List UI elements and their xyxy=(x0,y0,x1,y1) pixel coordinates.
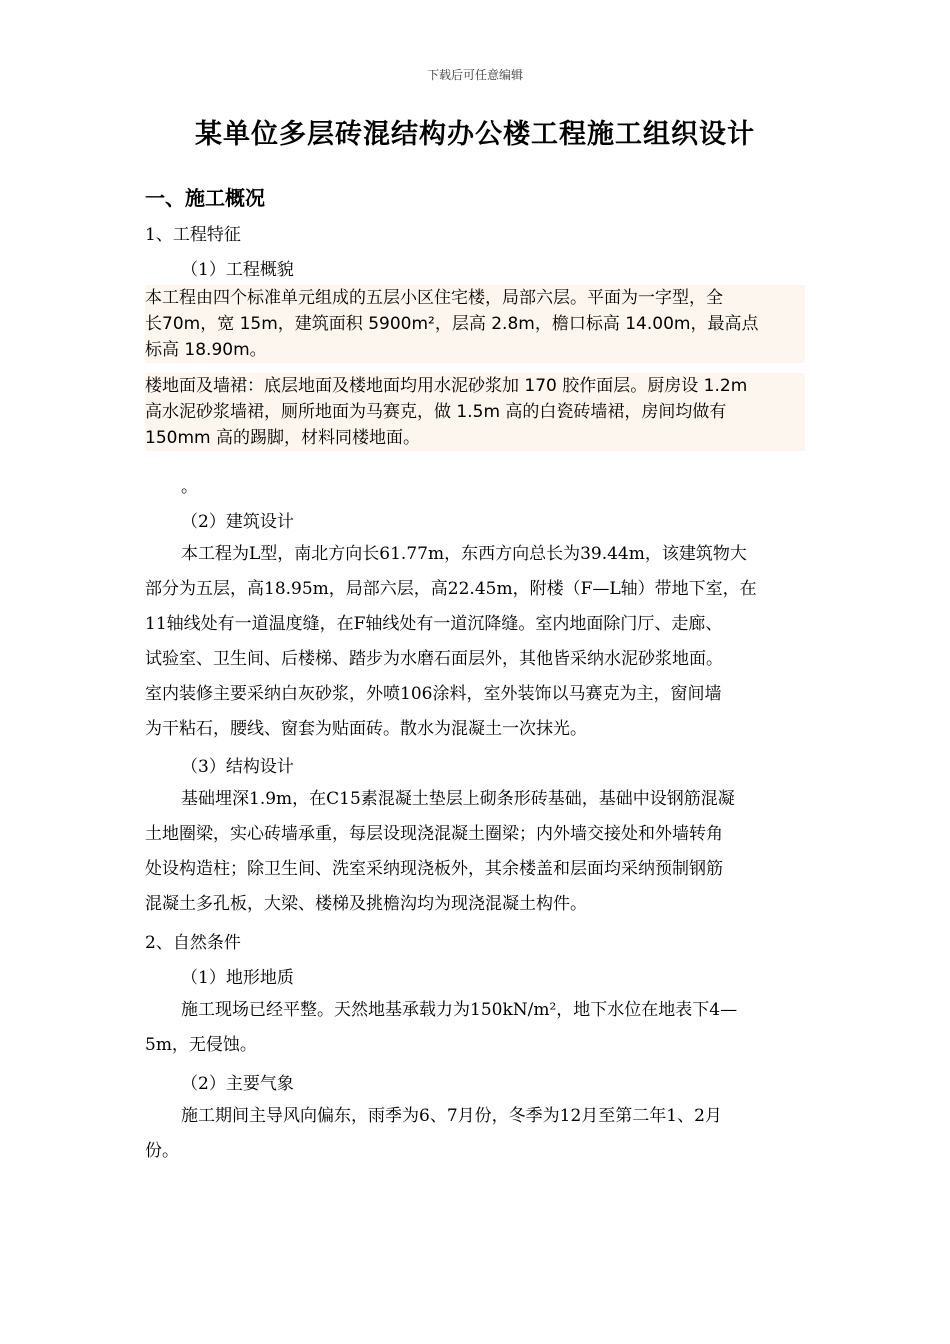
item-terrain-geology: （1）地形地质 xyxy=(181,968,294,988)
paragraph-line: 5m，无侵蚀。 xyxy=(145,1035,257,1055)
architecture-paragraph xyxy=(145,537,807,747)
subsection-engineering-features: 1、工程特征 xyxy=(145,225,241,245)
paragraph-line: 份。 xyxy=(145,1141,179,1161)
paragraph-line: 混凝土多孔板，大梁、楼梯及挑檐沟均为现浇混凝土构件。 xyxy=(145,894,587,914)
paragraph-line: 楼地面及墙裙：底层地面及楼地面均用水泥砂浆加 170 胶作面层。厨房设 1.2m xyxy=(145,376,748,396)
item-main-weather: （2）主要气象 xyxy=(181,1074,294,1094)
paragraph-line: 长70m，宽 15m，建筑面积 5900m²，层高 2.8m，檐口标高 14.00m，最高点 xyxy=(145,314,759,334)
paragraph-line: 部分为五层，高18.95m，局部六层，高22.45m，附楼（F—L轴）带地下室，在 xyxy=(145,579,757,599)
item-structural-design: （3）结构设计 xyxy=(181,757,294,777)
paragraph-line: 11轴线处有一道温度缝，在F轴线处有一道沉降缝。室内地面除门厅、走廊、 xyxy=(145,614,723,634)
paragraph-line: 室内装修主要采纳白灰砂浆，外喷106涂料，室外装饰以马赛克为主，窗间墙 xyxy=(145,684,722,704)
paragraph-line: 土地圈梁，实心砖墙承重，每层设现浇混凝土圈梁；内外墙交接处和外墙转角 xyxy=(145,824,723,844)
paragraph-line: 150mm 高的踢脚，材料同楼地面。 xyxy=(145,428,420,448)
header-note: 下载后可任意编辑 xyxy=(426,68,523,82)
paragraph-line: 标高 18.90m。 xyxy=(145,340,267,360)
weather-paragraph xyxy=(145,1099,807,1169)
item-architectural-design: （2）建筑设计 xyxy=(181,512,294,532)
floor-finish-paragraph xyxy=(145,373,805,451)
paragraph-line: 本工程由四个标准单元组成的五层小区住宅楼，局部六层。平面为一字型，全 xyxy=(145,288,723,308)
section-heading: 一、施工概况 xyxy=(145,186,265,210)
paragraph-line: 施工现场已经平整。天然地基承载力为150kN/m²，地下水位在地表下4— xyxy=(181,1000,738,1020)
paragraph-line: 本工程为L型，南北方向长61.77m，东西方向总长为39.44m，该建筑物大 xyxy=(181,544,747,564)
paragraph-line: 高水泥砂浆墙裙，厕所地面为马赛克，做 1.5m 高的白瓷砖墙裙，房间均做有 xyxy=(145,402,727,422)
item-project-overview: （1）工程概貌 xyxy=(181,260,294,280)
paragraph-line: 为干粘石，腰线、窗套为贴面砖。散水为混凝土一次抹光。 xyxy=(145,719,587,739)
overview-paragraph xyxy=(145,285,805,363)
paragraph-line: 试验室、卫生间、后楼梯、踏步为水磨石面层外，其他皆采纳水泥砂浆地面。 xyxy=(145,649,723,669)
paragraph-line: 施工期间主导风向偏东，雨季为6、7月份，冬季为12月至第二年1、2月 xyxy=(181,1106,722,1126)
subsection-natural-conditions: 2、自然条件 xyxy=(145,933,241,953)
paragraph-line: 基础埋深1.9m，在C15素混凝土垫层上砌条形砖基础，基础中设钢筋混凝 xyxy=(181,789,735,809)
structure-paragraph xyxy=(145,782,807,922)
paragraph-line: 处设构造柱；除卫生间、洗室采纳现浇板外，其余楼盖和层面均采纳预制钢筋 xyxy=(145,859,723,879)
document-title: 某单位多层砖混结构办公楼工程施工组织设计 xyxy=(195,119,755,150)
geology-paragraph xyxy=(145,993,807,1063)
stray-period: 。 xyxy=(181,477,198,497)
